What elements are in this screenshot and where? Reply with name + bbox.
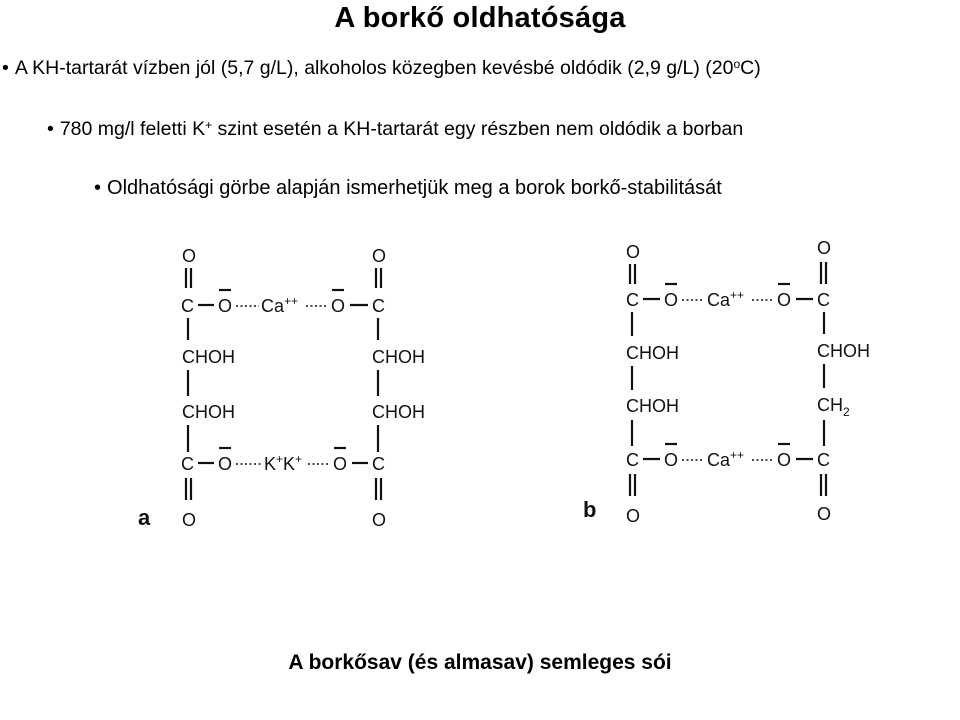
potassium-ions: K+K+ [264,452,303,474]
calcium-ion: Ca++ [707,288,745,310]
chohs-group: CHOH [372,347,425,367]
atom-c: C [626,450,639,470]
atom-c: C [181,454,194,474]
atom-o: O [817,238,832,258]
figure-caption: A borkősav (és almasav) semleges sói [288,651,672,674]
atom-o: O [372,510,387,530]
bullet-1-tail: C) [740,57,761,79]
chohs-group: CHOH [372,402,425,422]
slide-title: A borkő oldhatósága [334,2,626,34]
atom-o-minus: O [218,454,233,474]
bullet-2-sup: + [205,118,213,132]
chohs-group: CHOH [817,341,870,361]
atom-c: C [817,450,830,470]
atom-o: O [372,246,387,266]
atom-c: C [372,454,385,474]
ch2-group: $CH_2$ [817,395,850,419]
panel-b-label: b [583,497,597,522]
atom-o: O [626,242,641,262]
bullet-1-text: A KH-tartarát vízben jól (5,7 g/L), alkoholos közegben kevésbé oldódik (2,9 g/L) (20 [14,57,734,79]
atom-o: O [182,246,197,266]
bullet-3-text: Oldhatósági görbe alapján ismerhetjük meg a borok borkő-stabilitását [107,177,722,199]
bullet-2-text: 780 mg/l feletti K [59,118,206,140]
atom-o: O [626,506,641,526]
panel-a-structure [138,246,425,530]
bullet-1-sup: o [733,57,741,71]
atom-o-minus: O [777,290,792,310]
atom-o: O [182,510,197,530]
atom-o: O [817,504,832,524]
atom-o-minus: O [331,296,346,316]
calcium-ion: Ca++ [707,448,745,470]
atom-o-minus: O [777,450,792,470]
bullet-dot: • [94,177,102,199]
atom-o-minus: O [664,290,679,310]
panel-b-structure [583,238,870,526]
bullet-2-tail: szint esetén a KH-tartarát egy részben nem oldódik a borban [212,118,744,140]
calcium-ion: Ca++ [261,294,299,316]
panel-a-label: a [138,505,151,530]
atom-o-minus: O [218,296,233,316]
atom-c: C [372,296,385,316]
chohs-group: CHOH [626,396,679,416]
atom-c: C [626,290,639,310]
chohs-group: CHOH [182,402,235,422]
bullet-dot: • [47,118,54,140]
atom-c: C [817,290,830,310]
atom-o-minus: O [664,450,679,470]
bullet-dot: • [2,57,9,79]
chohs-group: CHOH [626,343,679,363]
chohs-group: CHOH [182,347,235,367]
atom-c: C [181,296,194,316]
atom-o-minus: O [333,454,348,474]
